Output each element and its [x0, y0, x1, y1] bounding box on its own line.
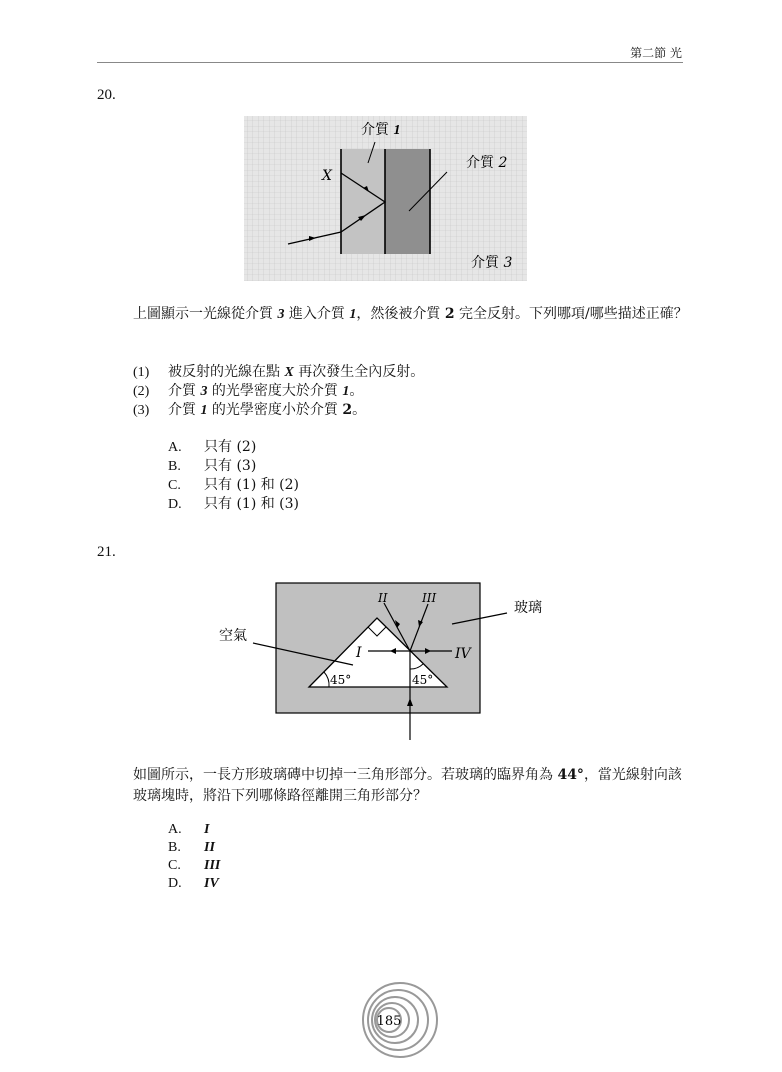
question-number: 20. [97, 87, 116, 103]
question-number: 21. [97, 544, 116, 560]
option-a[interactable]: A. I [168, 822, 210, 837]
option-b[interactable]: B. 只有 (3) [168, 458, 257, 474]
option-c[interactable]: C. III [168, 858, 221, 873]
medium-1 [341, 149, 385, 254]
path-iii-label: III [422, 591, 437, 605]
section-header: 第二節 光 [630, 46, 682, 60]
statement-2: (2) 介質 3 的光學密度大於介質 1。 [133, 383, 364, 399]
path-ii-label: II [378, 591, 388, 605]
angle-left-label: 45° [330, 673, 352, 687]
option-d[interactable]: D. IV [168, 876, 219, 891]
option-d[interactable]: D. 只有 (1) 和 (3) [168, 496, 300, 512]
angle-right-label: 45° [412, 673, 434, 687]
air-label: 空氣 [219, 628, 247, 644]
question-stem: 上圖顯示一光線從介質 3 進入介質 1，然後被介質 2 完全反射。下列哪項/哪些描述正確？ [133, 306, 688, 322]
statement-3: (3) 介質 1 的光學密度小於介質 2。 [133, 402, 367, 418]
medium-2 [385, 149, 430, 254]
medium-2-label: 介質 2 [466, 155, 508, 171]
page-number: 185 [376, 1014, 402, 1029]
option-c[interactable]: C. 只有 (1) 和 (2) [168, 477, 300, 493]
question-stem: 如圖所示，一長方形玻璃磚中切掉一三角形部分。若玻璃的臨界角為 44°，當光線射向該玻璃塊時，將沿下列哪條路徑離開三角形部分？ [133, 767, 682, 804]
refraction-diagram [0, 0, 782, 300]
option-b[interactable]: B. II [168, 840, 215, 855]
medium-1-label: 介質 1 [361, 122, 401, 138]
medium-3-label: 介質 3 [471, 255, 513, 271]
option-a[interactable]: A. 只有 (2) [168, 439, 257, 455]
statement-1: (1) 被反射的光線在點 X 再次發生全內反射。 [133, 364, 425, 380]
path-iv-label: IV [455, 646, 471, 662]
glass-label: 玻璃 [514, 600, 542, 616]
glass-prism-diagram [0, 570, 782, 750]
page-number-badge [360, 980, 444, 1060]
point-x-label: X [322, 168, 332, 184]
path-i-label: I [356, 645, 362, 661]
